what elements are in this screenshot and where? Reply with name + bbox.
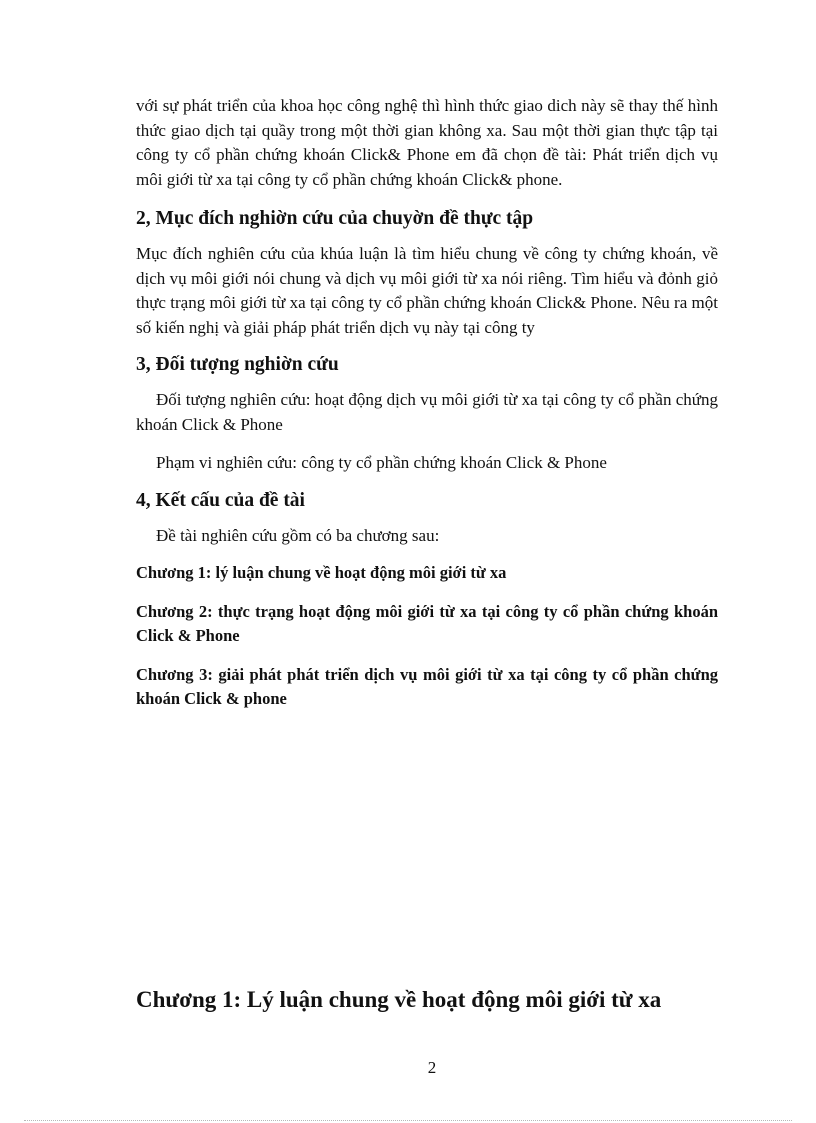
chapter-title: Chương 1: Lý luận chung về hoạt động môi giới từ xa [136,987,662,1012]
page-content [136,94,718,712]
page-number: 2 [427,1058,437,1077]
page-break-divider [24,1120,792,1121]
section-4-heading: 4, Kết cấu của đề tài [136,489,305,511]
section-3-scope: Phạm vi nghiên cứu: công ty cổ phần chứng khoán Click & Phone [156,453,607,472]
chapter-list-item: Chương 1: lý luận chung về hoạt động môi giới từ xa [136,563,507,582]
intro-paragraph: với sự phát triển của khoa học công nghệ thì hình thức giao dich này sẽ thay thế hình thức giao dịch tại quầy trong một thời gian không xa. Sau một thời gian thực tập tại công ty cổ phần chứng khoán Click& Phone em đã chọn đề tài: Phát triển dịch vụ môi giới từ xa tại công ty cổ phần chứng khoán Click& phone. [136,96,718,189]
chapter-list-item: Chương 3: giải phát phát triển dịch vụ môi giới từ xa tại công ty cổ phần chứng khoán Click & phone [136,664,718,708]
section-4-intro: Đề tài nghiên cứu gồm có ba chương sau: [156,525,440,545]
section-3-object: Đối tượng nghiên cứu: hoạt động dịch vụ môi giới từ xa tại công ty cổ phần chứng khoán Click & Phone [136,390,718,434]
section-3-heading: 3, Đối tượng nghiờn cứu [136,354,339,375]
section-2-heading: 2, Mục đích nghiờn cứu của chuyờn đề thực tập [136,208,534,229]
chapter-list-item: Chương 2: thực trạng hoạt động môi giới từ xa tại công ty cổ phần chứng khoán Click & Phone [136,601,718,645]
section-2-body: Mục đích nghiên cứu của khúa luận là tìm hiểu chung về công ty chứng khoán, về dịch vụ môi giới nói chung và dịch vụ môi giới từ xa nói riêng. Tìm hiểu và đỏnh giỏ thực trạng môi giới từ xa tại công ty cổ phần chứng khoán Click& Phone. Nêu ra một số kiến nghị và giải pháp phát triển dịch vụ này tại công ty [136,244,718,337]
